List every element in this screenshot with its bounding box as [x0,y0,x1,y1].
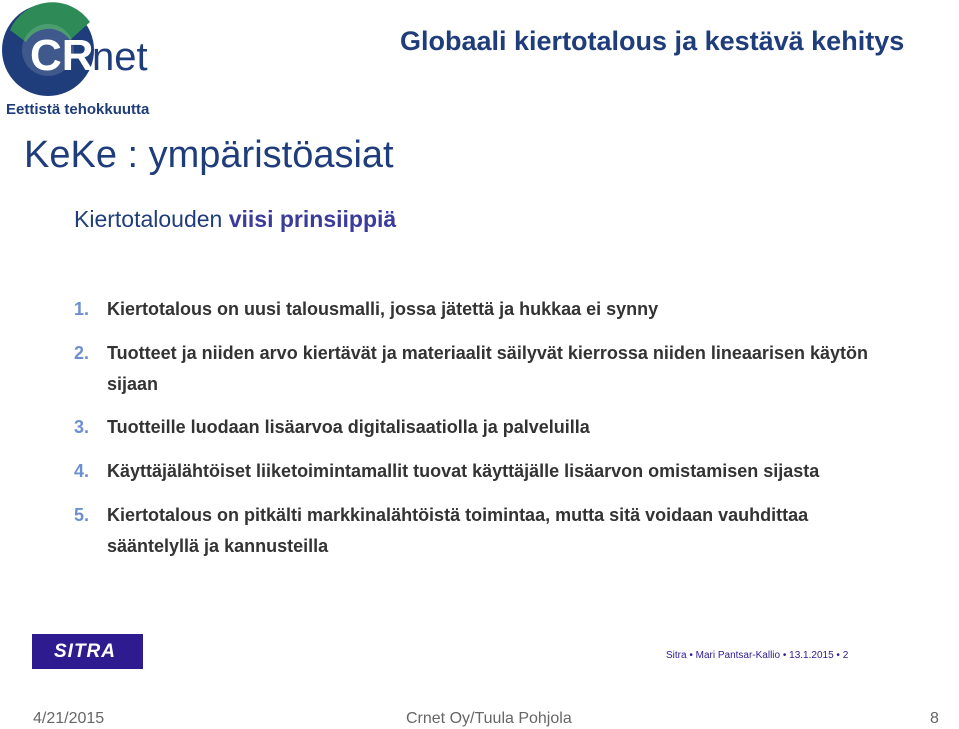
principle-text: Tuotteet ja niiden arvo kiertävät ja materiaalit säilyvät kierrossa niiden lineaarisen käytön sijaan [107,343,868,394]
principle-number: 5. [74,505,90,525]
principles-list [74,294,894,562]
inner-heading-pre: Kiertotalouden [74,206,223,232]
principle-number: 4. [74,461,90,481]
principle-item [74,294,894,325]
inner-slide-footer: Sitra • Mari Pantsar-Kallio • 13.1.2015 • 2 [666,650,849,661]
principle-text: Kiertotalous on uusi talousmalli, jossa jätettä ja hukkaa ei synny [107,299,659,319]
principle-item [74,500,894,562]
page-number: 8 [930,710,939,727]
principle-item [74,338,894,400]
principle-number: 1. [74,299,90,319]
principle-number: 3. [74,417,90,437]
inner-heading-emph: viisi prinsiippiä [228,206,397,232]
footer-author: Crnet Oy/Tuula Pohjola [406,710,572,727]
logo-letters-cr: CR [30,31,94,80]
principle-number: 2. [74,343,90,363]
sitra-logo [32,634,143,669]
principle-text: Käyttäjälähtöiset liiketoimintamallit tuovat käyttäjälle lisäarvon omistamisen sijasta [107,461,820,481]
tagline: Eettistä tehokkuutta [6,101,150,118]
principle-item [74,456,894,487]
crnet-logo-mark [0,0,170,100]
sitra-logo-text: SITRA [54,641,116,662]
principle-item [74,412,894,443]
header-title: Globaali kiertotalous ja kestävä kehitys [400,26,905,56]
logo-letters-net: net [92,35,148,79]
slide-title: KeKe : ympäristöasiat [24,134,394,176]
principle-text: Kiertotalous on pitkälti markkinalähtöistä toimintaa, mutta sitä voidaan vauhdittaa sääntelyllä ja kannusteilla [107,505,809,556]
crnet-logo [0,0,170,100]
inner-heading [74,206,396,233]
footer-date: 4/21/2015 [33,710,105,727]
principle-text: Tuotteille luodaan lisäarvoa digitalisaatiolla ja palveluilla [107,417,590,437]
